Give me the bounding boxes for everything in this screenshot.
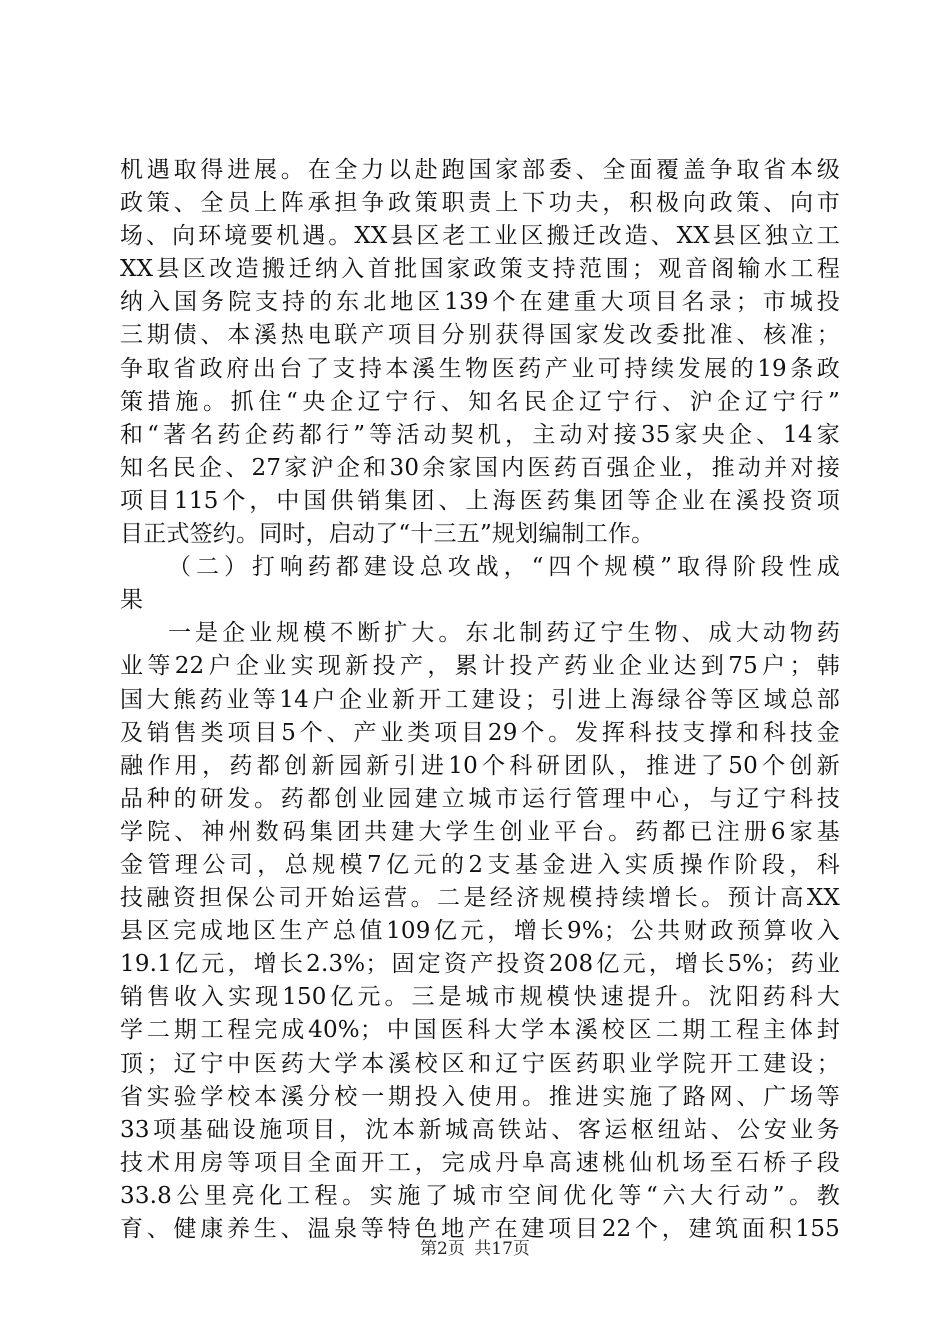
text-line: 目正式签约。同时，启动了“十三五”规划编制工作。 xyxy=(120,521,655,548)
page-footer xyxy=(0,1238,950,1260)
text-line: 策措施。抓住“央企辽宁行、知名民企辽宁行、沪企辽宁行” xyxy=(120,388,840,415)
text-line: 机遇取得进展。在全力以赴跑国家部委、全面覆盖争取省本级 xyxy=(120,157,840,183)
text-line: 育、健康养生、温泉等特色地产在建项目22个，建筑面积155 xyxy=(120,1216,840,1242)
text-line: 争取省政府出台了支持本溪生物医药产业可持续发展的19条政 xyxy=(120,355,840,382)
section-heading-line: 果 xyxy=(120,587,144,614)
text-line: 33.8公里亮化工程。实施了城市空间优化等“六大行动”。教 xyxy=(120,1182,840,1209)
text-line: 技术用房等项目全面开工，完成丹阜高速桃仙机场至石桥子段 xyxy=(120,1149,840,1176)
text-line: 项目115个，中国供销集团、上海医药集团等企业在溪投资项 xyxy=(120,487,840,514)
text-line: 业等22户企业实现新投产，累计投产药业企业达到75户；韩 xyxy=(120,653,840,680)
text-line: 学二期工程完成40%；中国医科大学本溪校区二期工程主体封 xyxy=(120,1017,840,1044)
page-number: 第2页 xyxy=(420,1239,465,1259)
text-line: 三期债、本溪热电联产项目分别获得国家发改委批准、核准； xyxy=(120,322,840,349)
text-line: 政策、全员上阵承担争政策职责上下功夫，积极向政策、向市 xyxy=(120,190,840,217)
text-line: XX县区改造搬迁纳入首批国家政策支持范围；观音阁输水工程 xyxy=(120,256,840,283)
section-heading-line: （二）打响药都建设总攻战，“四个规模”取得阶段性成 xyxy=(168,554,840,581)
text-line: 技融资担保公司开始运营。二是经济规模持续增长。预计高XX xyxy=(120,885,840,912)
text-line: 知名民企、27家沪企和30余家国内医药百强企业，推动并对接 xyxy=(120,454,840,481)
page-total: 共17页 xyxy=(474,1239,530,1259)
text-line: 纳入国务院支持的东北地区139个在建重大项目名录；市城投 xyxy=(120,289,840,316)
text-line: 学院、神州数码集团共建大学生创业平台。药都已注册6家基 xyxy=(120,818,840,845)
text-line: 场、向环境要机遇。XX县区老工业区搬迁改造、XX县区独立工 xyxy=(120,223,840,250)
text-line: 顶；辽宁中医药大学本溪校区和辽宁医药职业学院开工建设； xyxy=(120,1050,840,1077)
text-line: 县区完成地区生产总值109亿元，增长9%；公共财政预算收入 xyxy=(120,918,840,945)
text-line: 省实验学校本溪分校一期投入使用。推进实施了路网、广场等 xyxy=(120,1083,840,1110)
text-line: 一是企业规模不断扩大。东北制药辽宁生物、成大动物药 xyxy=(168,620,840,647)
text-line: 19.1亿元，增长2.3%；固定资产投资208亿元，增长5%；药业 xyxy=(120,951,840,978)
text-line: 品种的研发。药都创业园建立城市运行管理中心，与辽宁科技 xyxy=(120,785,840,812)
text-line: 国大熊药业等14户企业新开工建设；引进上海绿谷等区域总部 xyxy=(120,686,840,713)
text-line: 销售收入实现150亿元。三是城市规模快速提升。沈阳药科大 xyxy=(120,984,840,1011)
text-line: 融作用，药都创新园新引进10个科研团队，推进了50个创新 xyxy=(120,752,840,779)
text-line: 和“著名药企药都行”等活动契机，主动对接35家央企、14家 xyxy=(120,421,840,448)
text-line: 及销售类项目5个、产业类项目29个。发挥科技支撑和科技金 xyxy=(120,719,840,746)
document-body xyxy=(120,154,840,1246)
text-line: 金管理公司，总规模7亿元的2支基金进入实质操作阶段，科 xyxy=(120,851,840,878)
text-line: 33项基础设施项目，沈本新城高铁站、客运枢纽站、公安业务 xyxy=(120,1116,840,1143)
